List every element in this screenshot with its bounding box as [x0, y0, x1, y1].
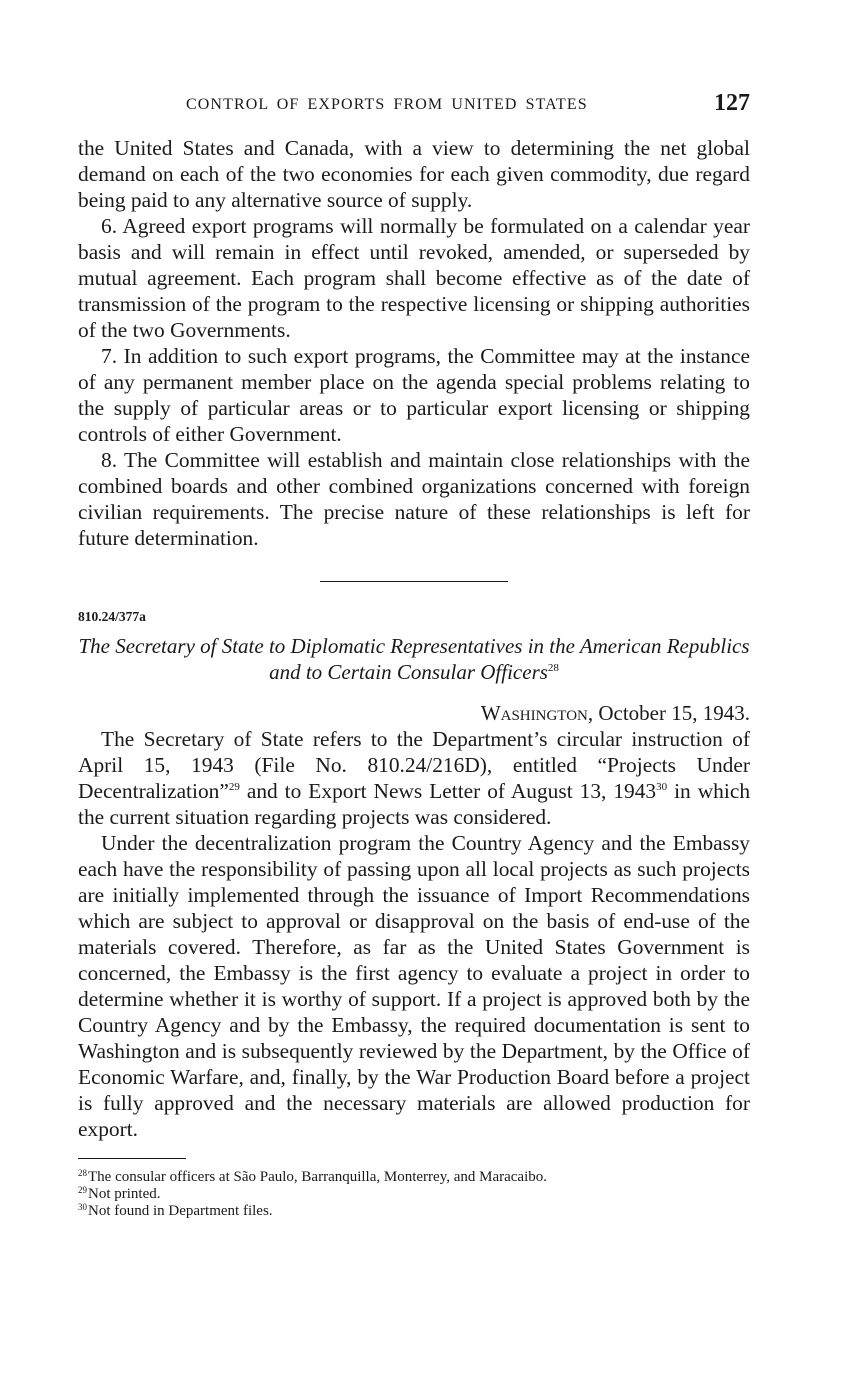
footnote-ref-30[interactable]: 30	[656, 781, 668, 793]
letter-paragraph-2: Under the decentralization program the Country Agency and the Embassy each have the responsibility of passing upon all local projects as such projects are initially implemented through the issuance of Import Recommendations which are subject to approval or disapproval on the basis of end-use of the materials covered. Therefore, as far as the United States Government is concerned, the Embassy is the first agency to evaluate a project in order to determine whether it is worthy of support. If a project is approved both by the Country Agency and by the Embassy, the required documentation is sent to Washington and is subsequently reviewed by the Department, by the Office of Economic Warfare, and, finally, by the War Production Board before a project is fully approved and the necessary materials are allowed production for export.	[78, 831, 750, 1141]
running-title: CONTROL OF EXPORTS FROM UNITED STATES	[186, 96, 588, 113]
page-body	[78, 135, 750, 1220]
dateline-date: , October 15, 1943.	[587, 701, 750, 725]
dateline-place: Washington	[480, 701, 588, 725]
footnote-28	[78, 1169, 750, 1186]
dateline	[78, 700, 750, 726]
footnotes	[78, 1169, 750, 1220]
paragraph-7: 7. In addition to such export programs, the Committee may at the instance of any permanent member place on the agenda special problems relating to the supply of particular areas or to particular export licensing or shipping controls of either Government.	[78, 344, 750, 446]
footnote-number: 30	[78, 1202, 87, 1212]
document-title: The Secretary of State to Diplomatic Representatives in the American Republics and to Certain Consular Officers	[78, 634, 750, 684]
paragraph-text: The Secretary of State refers to the Department’s circular instruction of April 15, 1943 (File No. 810.24/216D), entitled “Projects Under Decentralization”	[78, 727, 750, 803]
footnote-ref-29[interactable]: 29	[228, 781, 240, 793]
letter-paragraph-1	[78, 726, 750, 830]
footnote-number: 28	[78, 1168, 87, 1178]
footnote-number: 29	[78, 1185, 87, 1195]
footnote-text: The consular officers at São Paulo, Barranquilla, Monterrey, and Maracaibo.	[88, 1169, 548, 1185]
footnote-29	[78, 1186, 750, 1203]
document-heading	[78, 633, 750, 685]
paragraph-6: 6. Agreed export programs will normally be formulated on a calendar year basis and will remain in effect until revoked, amended, or superseded by mutual agreement. Each program shall become effective as of the date of transmission of the program to the respective licensing or shipping authorities of the two Governments.	[78, 214, 750, 342]
footnote-divider	[78, 1158, 186, 1159]
footnote-30	[78, 1203, 750, 1220]
paragraph-text: in which the current situation regarding projects was considered.	[78, 779, 751, 829]
page-number: 127	[714, 90, 750, 116]
paragraph-text: and to Export News Letter of August 13, 1943	[239, 779, 657, 803]
paragraph-8: 8. The Committee will establish and maintain close relationships with the combined boards and other combined organizations concerned with foreign civilian requirements. The precise nature of these relationships is left for future determination.	[78, 448, 750, 550]
footnote-ref-28[interactable]: 28	[547, 662, 559, 674]
continued-paragraph: the United States and Canada, with a view to determining the net global demand on each of the two economies for each given commodity, due regard being paid to any alternative source of supply.	[78, 136, 750, 212]
section-divider	[320, 581, 508, 582]
footnote-text: Not printed.	[88, 1186, 161, 1202]
footnote-text: Not found in Department files.	[88, 1203, 273, 1219]
file-number: 810.24/377a	[78, 609, 146, 624]
running-head	[78, 90, 750, 120]
